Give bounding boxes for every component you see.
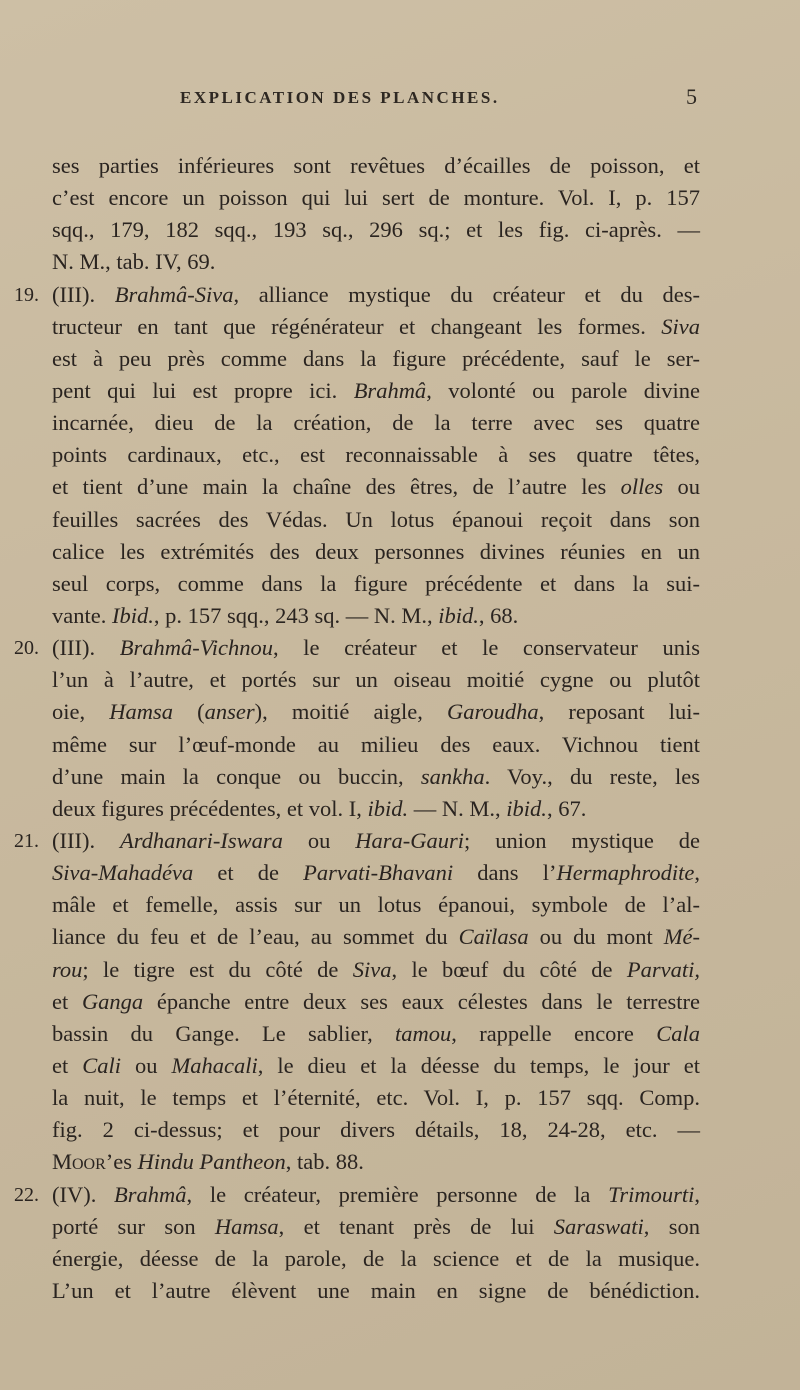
text-segment: et de <box>193 860 304 886</box>
text-line <box>52 375 700 407</box>
italic-term: Hara-Gauri <box>355 827 465 853</box>
text-segment: , le créateur et le conservateur unis <box>273 635 700 661</box>
text-line <box>52 568 700 600</box>
text-line <box>52 729 700 761</box>
text-segment: , rappelle encore <box>451 1020 657 1046</box>
text-segment: liance du feu et de l’eau, au sommet du <box>52 924 459 950</box>
text-line <box>52 1146 700 1178</box>
text-segment: Moor <box>52 1149 106 1175</box>
text-line <box>52 1082 700 1114</box>
text-segment: , reposant lui- <box>538 699 700 725</box>
italic-term: Siva-Mahadéva <box>52 860 194 886</box>
italic-term: Hamsa <box>109 699 174 725</box>
italic-term: Siva <box>352 956 392 982</box>
text-line <box>14 632 700 664</box>
text-line <box>52 1243 700 1275</box>
text-segment: , alliance mystique du créateur et du des- <box>233 281 701 307</box>
italic-term: Parvati, <box>626 956 700 982</box>
text-line <box>52 1114 700 1146</box>
italic-term: Hamsa <box>214 1213 279 1239</box>
italic-term: Parvati-Bhavani <box>303 860 454 886</box>
text-segment: (III). <box>52 281 115 307</box>
text-segment: deux figures précédentes, et vol. I, <box>52 795 368 821</box>
text-segment: — N. M., <box>408 795 507 821</box>
text-line <box>52 536 700 568</box>
text-line <box>52 1018 700 1050</box>
text-segment: et <box>52 1052 83 1078</box>
italic-term: Saraswati <box>553 1213 644 1239</box>
text-segment: , <box>694 860 700 886</box>
body-text <box>14 150 701 1307</box>
text-segment: la nuit, le temps et l’éternité, etc. Vol. I, p. 157 sqq. Comp. <box>52 1085 700 1111</box>
text-line <box>52 889 700 921</box>
italic-term: ibid. <box>367 795 409 821</box>
entry-number: 22. <box>14 1183 39 1206</box>
text-line <box>52 1275 700 1307</box>
italic-term: Siva <box>661 313 700 339</box>
text-segment: , le bœuf du côté de <box>391 956 627 982</box>
text-segment: et tient d’une main la chaîne des êtres, de l’autre les <box>52 474 621 500</box>
text-segment: , 68. <box>478 602 519 628</box>
text-line <box>52 182 700 214</box>
italic-term: Mahacali <box>171 1052 258 1078</box>
text-segment: pent qui lui est propre ici. <box>52 377 354 403</box>
text-segment: ; union mystique de <box>464 827 700 853</box>
text-segment: d’une main la conque ou buccin, <box>52 763 421 789</box>
text-segment: vante. <box>52 602 112 628</box>
text-segment: mâle et femelle, assis sur un lotus épanoui, symbole de l’al- <box>52 892 700 918</box>
text-segment: ; le tigre est du côté de <box>82 956 353 982</box>
text-segment: dans l’ <box>453 860 557 886</box>
entry-number: 20. <box>14 637 39 660</box>
text-segment: (III). <box>52 635 120 661</box>
italic-term: Trimourti <box>608 1181 695 1207</box>
text-line <box>52 471 700 503</box>
text-line <box>52 761 700 793</box>
text-segment: (III). <box>52 827 120 853</box>
text-line <box>52 407 700 439</box>
text-line <box>14 279 701 311</box>
text-segment: , le dieu et la déesse du temps, le jour et <box>257 1052 700 1078</box>
text-segment: ses parties inférieures sont revêtues d’écailles de poisson, et <box>52 153 700 178</box>
italic-term: ibid. <box>438 602 479 628</box>
text-segment: fig. 2 ci-dessus; et pour divers détails, 18, 24-28, etc. — <box>52 1117 700 1143</box>
italic-term: olles <box>620 474 664 500</box>
italic-term: ibid. <box>506 795 547 821</box>
italic-term: Garoudha <box>446 699 539 725</box>
text-segment: points cardinaux, etc., est reconnaissable à ses quatre têtes, <box>52 442 700 468</box>
text-segment: seul corps, comme dans la figure précédente et dans la sui- <box>52 570 700 596</box>
text-segment: bassin du Gange. Le sablier, <box>52 1020 396 1046</box>
text-line <box>52 1050 700 1082</box>
text-line <box>52 343 700 375</box>
italic-term: Hermaphrodite <box>556 860 695 886</box>
text-line <box>14 825 700 857</box>
text-segment: calice les extrémités des deux personnes divines réunies en un <box>52 538 700 564</box>
text-line <box>52 504 700 536</box>
text-line <box>52 793 700 825</box>
text-segment: même sur l’œuf-monde au milieu des eaux. Vichnou tient <box>52 731 700 757</box>
italic-term: anser <box>204 699 255 725</box>
text-line <box>52 600 700 632</box>
entry-number: 21. <box>14 829 39 852</box>
text-segment: feuilles sacrées des Védas. Un lotus épanoui reçoit dans son <box>52 506 700 532</box>
italic-term: Cali <box>82 1052 121 1078</box>
text-segment: c’est encore un poisson qui lui sert de monture. Vol. I, p. 157 <box>52 185 700 211</box>
text-segment: , volonté ou parole divine <box>426 377 700 403</box>
text-segment: , p. 157 sqq., 243 sq. — N. M., <box>153 602 439 628</box>
text-segment: et <box>52 988 82 1014</box>
italic-term: tamou <box>395 1020 452 1046</box>
text-segment: , 67. <box>546 795 587 821</box>
text-segment: énergie, déesse de la parole, de la science et de la musique. <box>52 1245 700 1271</box>
text-line <box>52 954 700 986</box>
text-line <box>52 439 700 471</box>
italic-term: Ardhanari-Iswara <box>120 827 283 853</box>
text-segment: ou du mont <box>528 924 664 950</box>
italic-term: Hindu Pantheon <box>137 1149 286 1175</box>
text-segment: ou <box>663 474 701 500</box>
text-segment: épanche entre deux ses eaux célestes dans le terrestre <box>143 988 700 1014</box>
italic-term: Brahmâ <box>114 1181 187 1207</box>
italic-term: Caïlasa <box>458 924 529 950</box>
text-segment: , <box>694 1181 700 1207</box>
text-segment: (IV). <box>52 1181 115 1207</box>
text-segment: L’un et l’autre élèvent une main en signe de bénédiction. <box>52 1277 700 1303</box>
text-line <box>52 150 700 182</box>
text-line <box>52 696 700 728</box>
italic-term: sankha <box>420 763 485 789</box>
entry-number: 19. <box>14 283 39 306</box>
text-segment: , son <box>643 1213 700 1239</box>
text-segment: . Voy., du reste, les <box>484 763 700 789</box>
text-segment: l’un à l’autre, et portés sur un oiseau moitié cygne ou plutôt <box>52 667 700 693</box>
text-segment: est à peu près comme dans la figure précédente, sauf le ser- <box>52 345 700 371</box>
text-line <box>52 311 700 343</box>
text-segment: ou <box>282 827 356 853</box>
italic-term: rou <box>52 956 83 982</box>
italic-term: Cala <box>656 1020 700 1046</box>
text-segment: N. M., tab. IV, 69. <box>52 249 216 275</box>
text-segment: oie, <box>52 699 110 725</box>
text-line <box>52 246 700 278</box>
text-segment: ( <box>173 699 205 725</box>
italic-term: Brahmâ <box>353 377 427 403</box>
italic-term: Brahmâ-Siva <box>114 281 234 307</box>
italic-term: Ibid. <box>111 602 154 628</box>
page-number: 5 <box>686 84 697 109</box>
italic-term: Mé- <box>663 924 700 950</box>
italic-term: Ganga <box>81 988 144 1014</box>
text-line <box>52 857 700 889</box>
text-line <box>52 214 700 246</box>
text-segment: tructeur en tant que régénérateur et changeant les formes. <box>52 313 662 339</box>
text-line <box>52 664 700 696</box>
text-line <box>52 986 700 1018</box>
text-segment: sqq., 179, 182 sqq., 193 sq., 296 sq.; et les fig. ci-après. — <box>52 217 700 243</box>
text-segment: incarnée, dieu de la création, de la terre avec ses quatre <box>52 410 700 436</box>
text-segment: , tab. 88. <box>285 1149 364 1175</box>
text-line <box>52 921 700 953</box>
text-line <box>14 1179 700 1211</box>
text-segment: ou <box>121 1052 172 1078</box>
text-segment: ), moitié aigle, <box>254 699 447 725</box>
text-line <box>52 1211 700 1243</box>
text-segment: , le créateur, première personne de la <box>186 1181 609 1207</box>
text-segment: porté sur son <box>52 1213 215 1239</box>
text-segment: , et tenant près de lui <box>278 1213 554 1239</box>
italic-term: Brahmâ-Vichnou <box>119 635 274 661</box>
running-header: EXPLICATION DES PLANCHES. <box>180 88 500 107</box>
text-segment: ’es <box>105 1149 138 1175</box>
